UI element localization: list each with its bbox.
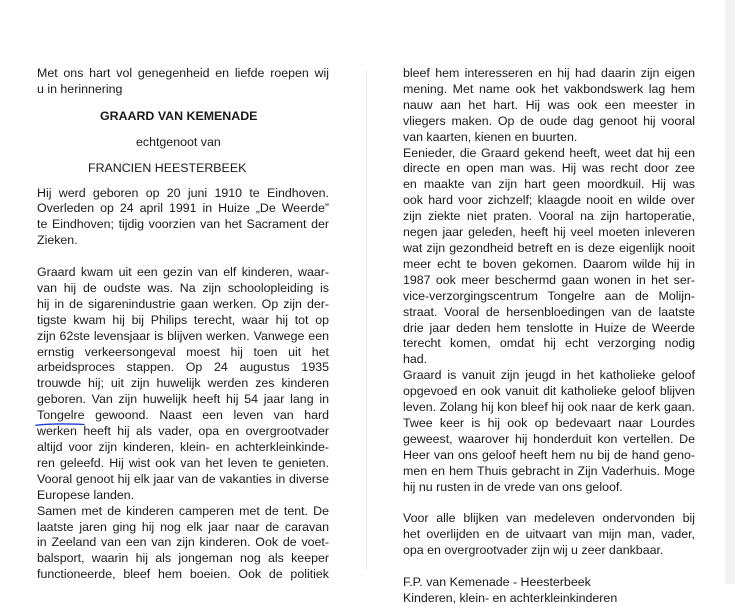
text-line: Graard is vanuit zijn jeugd in het katholieke geloof xyxy=(403,368,695,383)
text-line: Overleden op 24 april 1991 in Huize „De Weerde” xyxy=(37,201,329,216)
text-line: ren geleefd. Hij wist ook van het leven te genieten. xyxy=(37,455,329,470)
text-line: zijn ziekte niet praten. Vooral na zijn hartoperatie, xyxy=(403,209,695,224)
signature-line: F.P. van Kemenade - Heesterbeek xyxy=(403,574,591,589)
text-line: directe en open man was. Hij was recht door zee xyxy=(403,161,695,176)
text-line: men en hem Thuis gebracht in Zijn Vaderhuis. Moge xyxy=(403,463,695,478)
text-line: balsport, waarin hij als jongeman nog als keeper xyxy=(37,551,329,566)
biography-paragraph xyxy=(37,265,329,583)
text-line: altijd voor zijn kinderen, klein- en achterkleinkinde- xyxy=(37,440,329,455)
text-line: terecht komen, omdat hij echt verzorging nodig xyxy=(403,336,695,351)
text-line: drie jaar deden hem tenslotte in Huize de Weerde xyxy=(403,320,695,335)
column-divider xyxy=(366,70,367,570)
text-line: van hij de oudste was. Na zijn schoolopleiding is xyxy=(37,280,329,295)
deceased-name: GRAARD VAN KEMENADE xyxy=(100,108,258,123)
text-line: ook hard voor zichzelf; klaagde nooit en wilde over xyxy=(403,193,695,208)
text-line: werken heeft hij als vader, opa en overgrootvader xyxy=(37,424,329,439)
text-line: bleef hem interesseren en hij had daarin zijn eigen xyxy=(403,66,695,80)
text-line: in Zeeland van een van zijn kinderen. Ook de voet- xyxy=(37,535,329,550)
text-line: had. xyxy=(403,352,428,367)
text-line: arbeidsproces stappen. Op 24 augustus 1935 xyxy=(37,360,329,375)
text-line: Zieken. xyxy=(37,233,78,248)
scan-edge xyxy=(725,0,735,584)
signature-line: Kinderen, klein- en achterkleinkinderen xyxy=(403,590,618,605)
pen-underline-mark xyxy=(35,422,85,427)
text-line: 1987 ook meer beschermd gaan wonen in het ser- xyxy=(403,272,695,287)
text-line: vice-verzorgingscentrum Tongelre aan de Molijn- xyxy=(403,288,695,303)
text-line: opgevoed en ook vanuit dit katholieke geloof blijven xyxy=(403,384,695,399)
biography-continued-paragraph xyxy=(403,66,695,495)
text-line: straat. Vooral de hersenbloedingen van de laatste xyxy=(403,304,695,319)
text-line: Voor alle blijken van medeleven ondervonden bij xyxy=(403,511,695,526)
text-line: Graard kwam uit een gezin van elf kinderen, waar- xyxy=(37,265,329,280)
text-line: hij in de sigarenindustrie gaan werken. Op zijn der- xyxy=(37,296,329,311)
text-line: mening. Met name ook het vakbondswerk lag hem xyxy=(403,81,695,96)
text-line: negen jaar geleden, heeft hij veel moeten inleveren xyxy=(403,225,695,240)
text-line: hij nu rusten in de vrede van ons geloof. xyxy=(403,479,623,494)
text-line: Met ons hart vol genegenheid en liefde roepen wij xyxy=(37,66,329,80)
text-line: leven. Zolang hij kon bleef hij ook naar de kerk gaan. xyxy=(403,400,695,415)
text-line: vliegers maken. Op de oude dag genoot hij vooral xyxy=(403,113,695,128)
gratitude-paragraph xyxy=(403,511,695,559)
handwritten-underlined-word xyxy=(37,408,85,424)
text-line: ernstig verkeersongeval moest hij toen uit het xyxy=(37,344,329,359)
text-line: Heer van ons geloof heeft hem nu bij de hand geno- xyxy=(403,447,695,462)
text-line: geweest, waarover hij honderduit kon vertellen. De xyxy=(403,431,695,446)
text-line: meer echt te boven gekomen. Daarom wilde hij in xyxy=(403,256,695,271)
text-line: van kaarten, kienen en buurten. xyxy=(403,129,578,144)
text-line xyxy=(37,408,329,424)
birth-death-paragraph xyxy=(37,186,329,250)
left-column xyxy=(37,66,329,583)
text-line: en maakte van zijn hart geen moordkuil. Hij was xyxy=(403,177,695,192)
spouse-label: echtgenoot van xyxy=(136,134,221,149)
text-line: nauw aan het hart. Hij was ook een meester in xyxy=(403,97,695,112)
text-line: trouwde hij; uit zijn huwelijk werden zes kinderen xyxy=(37,376,329,391)
text-line: het overlijden en de uitvaart van mijn man, vader, xyxy=(403,527,695,542)
text-line: Eenieder, die Graard gekend heeft, weet dat hij een xyxy=(403,145,695,160)
text-line: te Eindhoven; tijdig voorzien van het Sacrament der xyxy=(37,217,329,232)
text-line: zijn 62ste levensjaar is blijven werken. Vanwege een xyxy=(37,328,329,343)
text-line: Europese landen. xyxy=(37,487,135,502)
text-line: functioneerde, bleef hem boeien. Ook de politiek xyxy=(37,567,329,582)
text-line: laatste jaren ging hij nog elk jaar naar de caravan xyxy=(37,519,329,534)
text-line: u in herinnering xyxy=(37,81,123,96)
text-line: Hij werd geboren op 20 juni 1910 te Eindhoven. xyxy=(37,185,329,200)
text-line: Vooral genoot hij elk jaar van de vakanties in diverse xyxy=(37,471,329,486)
intro-paragraph xyxy=(37,66,329,98)
text-line: tigste kwam hij bij Philips terecht, waar hij tot op xyxy=(37,312,329,327)
text-line: Twee keer is hij ook op bedevaart naar Lourdes xyxy=(403,415,695,430)
text-line: geboren. Van zijn huwelijk heeft hij 54 jaar lang in xyxy=(37,392,329,407)
right-column xyxy=(403,66,695,607)
signature-block xyxy=(403,575,695,607)
text-line: opa en overgrootvader zijn wij u zeer dankbaar. xyxy=(403,543,664,558)
text-fragment: gewoond. Naast een leven van hard xyxy=(84,408,329,423)
spouse-name: FRANCIEN HEESTERBEEK xyxy=(88,160,247,175)
underlined-word-text: Tongelre xyxy=(37,408,85,423)
text-line: wat zijn gezondheid betreft en is deze eigenlijk nooit xyxy=(403,240,695,255)
text-line: Samen met de kinderen camperen met de tent. De xyxy=(37,503,329,518)
